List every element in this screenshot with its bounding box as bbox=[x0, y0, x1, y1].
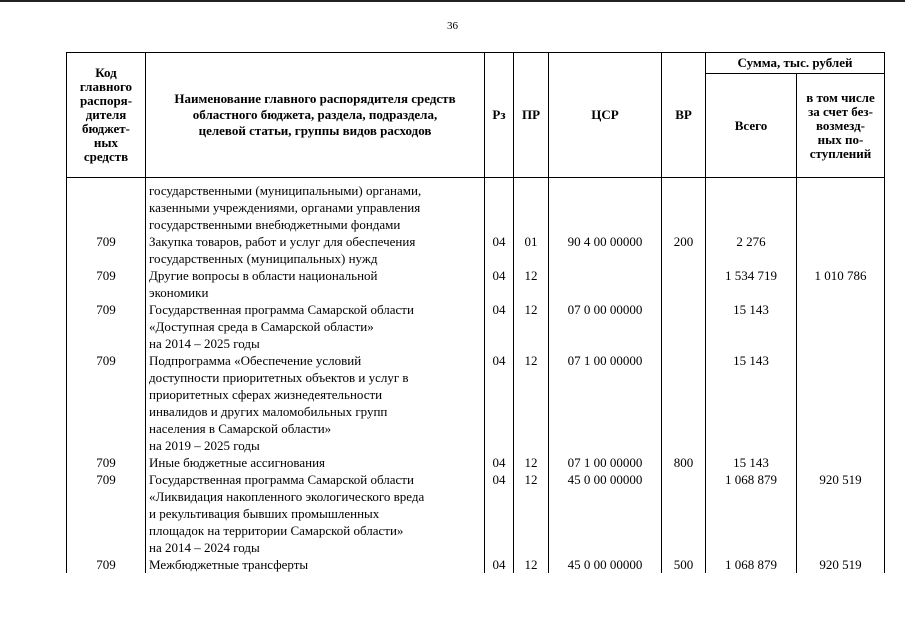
header-line: областного бюджета, раздела, подраздела, bbox=[192, 107, 438, 122]
name-line: доступности приоритетных объектов и услуг в bbox=[149, 370, 409, 385]
cell-vr bbox=[662, 301, 706, 352]
cell-vr: 200 bbox=[662, 233, 706, 267]
header-rz: Рз bbox=[485, 53, 514, 178]
cell-csr bbox=[549, 178, 662, 234]
cell-incl bbox=[797, 454, 885, 471]
header-vr: ВР bbox=[662, 53, 706, 178]
cell-rz: 04 bbox=[485, 233, 514, 267]
cell-code: 709 bbox=[67, 556, 146, 573]
cell-pr: 12 bbox=[514, 556, 549, 573]
header-line: целевой статьи, группы видов расходов bbox=[198, 123, 432, 138]
table-row bbox=[67, 267, 885, 301]
cell-name bbox=[146, 471, 485, 556]
name-line: Государственная программа Самарской области bbox=[149, 472, 414, 487]
name-line: государственных (муниципальных) нужд bbox=[149, 251, 378, 266]
name-line: Другие вопросы в области национальной bbox=[149, 268, 378, 283]
name-line: государственными (муниципальными) органами, bbox=[149, 183, 422, 198]
header-code bbox=[67, 53, 146, 178]
cell-incl: 920 519 bbox=[797, 556, 885, 573]
name-line: Иные бюджетные ассигнования bbox=[149, 455, 326, 470]
cell-incl bbox=[797, 352, 885, 454]
table-row bbox=[67, 352, 885, 454]
name-line: приоритетных сферах жизнедеятельности bbox=[149, 387, 383, 402]
cell-code: 709 bbox=[67, 352, 146, 454]
name-line: и рекультивация бывших промышленных bbox=[149, 506, 380, 521]
header-line: в том числе bbox=[806, 89, 875, 105]
cell-incl bbox=[797, 233, 885, 267]
name-line: «Доступная среда в Самарской области» bbox=[149, 319, 374, 334]
cell-total bbox=[706, 178, 797, 234]
cell-csr: 45 0 00 00000 bbox=[549, 471, 662, 556]
name-line: казенными учреждениями, органами управления bbox=[149, 200, 421, 215]
name-line: площадок на территории Самарской области» bbox=[149, 523, 404, 538]
cell-csr: 07 1 00 00000 bbox=[549, 454, 662, 471]
cell-code: 709 bbox=[67, 471, 146, 556]
name-line: инвалидов и других маломобильных групп bbox=[149, 404, 388, 419]
cell-csr: 07 1 00 00000 bbox=[549, 352, 662, 454]
cell-rz: 04 bbox=[485, 471, 514, 556]
cell-total: 15 143 bbox=[706, 352, 797, 454]
cell-pr bbox=[514, 178, 549, 234]
table-row bbox=[67, 233, 885, 267]
cell-name bbox=[146, 454, 485, 471]
cell-total: 15 143 bbox=[706, 301, 797, 352]
cell-rz: 04 bbox=[485, 352, 514, 454]
cell-rz: 04 bbox=[485, 556, 514, 573]
cell-incl: 920 519 bbox=[797, 471, 885, 556]
header-line: главного bbox=[79, 79, 133, 94]
name-line: государственными внебюджетными фондами bbox=[149, 217, 401, 232]
page-number: 36 bbox=[447, 20, 458, 32]
table-row bbox=[67, 471, 885, 556]
header-line: ступлений bbox=[809, 145, 872, 161]
cell-incl bbox=[797, 301, 885, 352]
page-top-border bbox=[0, 0, 905, 2]
cell-csr: 45 0 00 00000 bbox=[549, 556, 662, 573]
cell-vr: 500 bbox=[662, 556, 706, 573]
name-line: Межбюджетные трансферты bbox=[149, 557, 309, 572]
header-name bbox=[146, 53, 485, 178]
name-line: Подпрограмма «Обеспечение условий bbox=[149, 353, 362, 368]
header-total: Всего bbox=[706, 74, 797, 178]
header-csr: ЦСР bbox=[549, 53, 662, 178]
cell-name bbox=[146, 233, 485, 267]
cell-incl: 1 010 786 bbox=[797, 267, 885, 301]
header-line: ных bbox=[93, 135, 119, 150]
header-line: Код bbox=[95, 65, 117, 80]
cell-rz: 04 bbox=[485, 301, 514, 352]
cell-total: 1 068 879 bbox=[706, 556, 797, 573]
table-header bbox=[67, 53, 885, 178]
name-line: на 2019 – 2025 годы bbox=[149, 438, 260, 453]
header-line: ных по- bbox=[817, 131, 864, 147]
cell-total: 1 534 719 bbox=[706, 267, 797, 301]
cell-code: 709 bbox=[67, 233, 146, 267]
header-sum: Сумма, тыс. рублей bbox=[706, 53, 885, 74]
cell-pr: 12 bbox=[514, 471, 549, 556]
cell-rz: 04 bbox=[485, 454, 514, 471]
name-line: на 2014 – 2025 годы bbox=[149, 336, 260, 351]
header-line: за счет без- bbox=[808, 103, 873, 119]
name-line: «Ликвидация накопленного экологического вреда bbox=[149, 489, 425, 504]
cell-vr: 800 bbox=[662, 454, 706, 471]
header-pr: ПР bbox=[514, 53, 549, 178]
table-row bbox=[67, 178, 885, 234]
header-line: распоря- bbox=[79, 93, 133, 108]
cell-pr: 12 bbox=[514, 267, 549, 301]
cell-csr bbox=[549, 267, 662, 301]
cell-incl bbox=[797, 178, 885, 234]
cell-rz bbox=[485, 178, 514, 234]
cell-vr bbox=[662, 267, 706, 301]
table-row bbox=[67, 301, 885, 352]
cell-code: 709 bbox=[67, 454, 146, 471]
cell-vr bbox=[662, 178, 706, 234]
cell-rz: 04 bbox=[485, 267, 514, 301]
name-line: экономики bbox=[149, 285, 209, 300]
header-line: дителя bbox=[85, 107, 127, 122]
table-body bbox=[67, 178, 885, 574]
cell-name bbox=[146, 267, 485, 301]
header-line: Наименование главного распорядителя средств bbox=[174, 91, 456, 106]
cell-code: 709 bbox=[67, 301, 146, 352]
name-line: Государственная программа Самарской области bbox=[149, 302, 414, 317]
cell-name bbox=[146, 352, 485, 454]
cell-csr: 07 0 00 00000 bbox=[549, 301, 662, 352]
cell-pr: 12 bbox=[514, 454, 549, 471]
header-line: возмезд- bbox=[816, 117, 865, 133]
cell-pr: 12 bbox=[514, 301, 549, 352]
cell-name bbox=[146, 556, 485, 573]
cell-name bbox=[146, 301, 485, 352]
cell-csr: 90 4 00 00000 bbox=[549, 233, 662, 267]
name-line: населения в Самарской области» bbox=[149, 421, 332, 436]
header-incl bbox=[797, 74, 885, 178]
cell-code bbox=[67, 178, 146, 234]
name-line: на 2014 – 2024 годы bbox=[149, 540, 260, 555]
cell-pr: 01 bbox=[514, 233, 549, 267]
cell-name bbox=[146, 178, 485, 234]
cell-pr: 12 bbox=[514, 352, 549, 454]
cell-total: 2 276 bbox=[706, 233, 797, 267]
header-line: бюджет- bbox=[81, 121, 130, 136]
cell-total: 1 068 879 bbox=[706, 471, 797, 556]
table-row bbox=[67, 454, 885, 471]
name-line: Закупка товаров, работ и услуг для обеспечения bbox=[149, 234, 416, 249]
cell-vr bbox=[662, 352, 706, 454]
cell-total: 15 143 bbox=[706, 454, 797, 471]
cell-code: 709 bbox=[67, 267, 146, 301]
header-line: средств bbox=[83, 149, 129, 164]
table-row bbox=[67, 556, 885, 573]
cell-vr bbox=[662, 471, 706, 556]
budget-table bbox=[66, 52, 885, 573]
